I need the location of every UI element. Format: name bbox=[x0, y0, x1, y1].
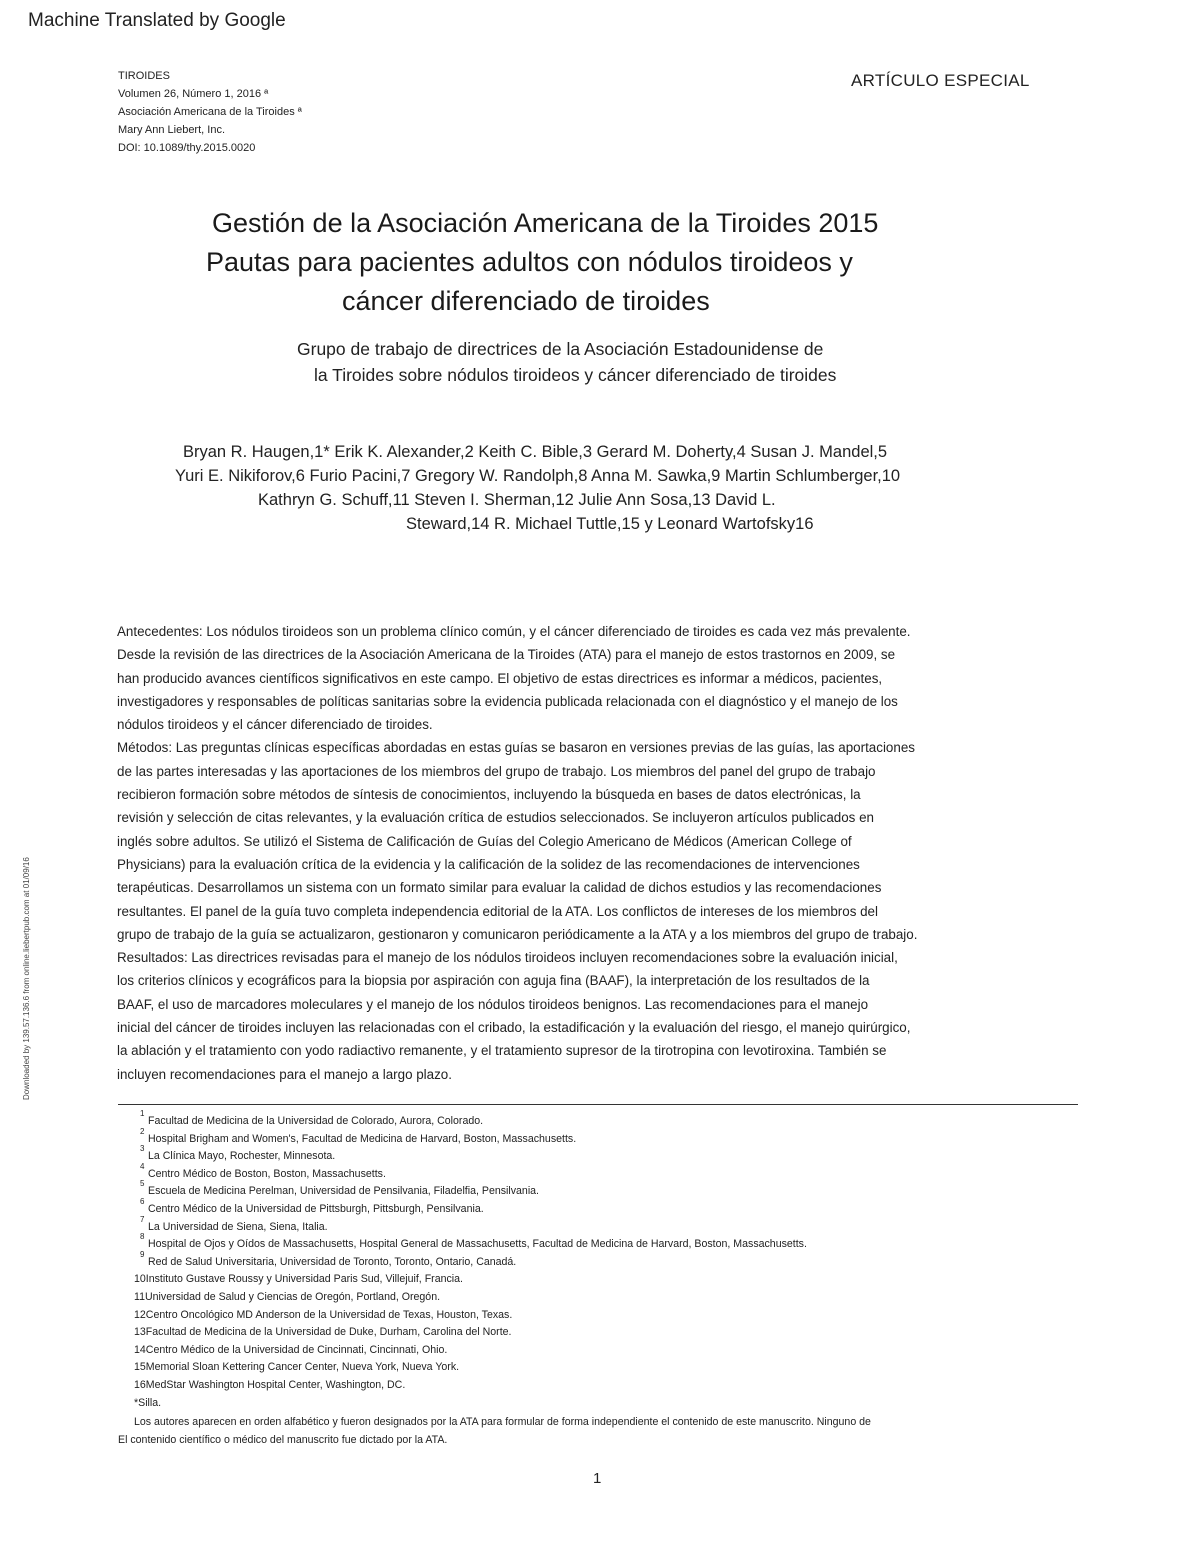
affiliation-text: La Clínica Mayo, Rochester, Minnesota. bbox=[148, 1150, 336, 1163]
translation-banner: Machine Translated by Google bbox=[28, 10, 286, 31]
journal-association: Asociación Americana de la Tiroides ª bbox=[118, 106, 302, 118]
affiliation-item bbox=[134, 1359, 1054, 1377]
journal-volume: Volumen 26, Número 1, 2016 ª bbox=[118, 88, 269, 100]
affiliation-item bbox=[134, 1196, 1054, 1219]
journal-info bbox=[118, 67, 302, 157]
journal-publisher: Mary Ann Liebert, Inc. bbox=[118, 124, 225, 136]
author-line: Kathryn G. Schuff,11 Steven I. Sherman,12 Julie Ann Sosa,13 David L. bbox=[258, 491, 776, 509]
abstract-line: nódulos tiroideos y el cáncer diferenciado de tiroides. bbox=[117, 717, 433, 733]
affiliation-item bbox=[134, 1179, 1054, 1201]
abstract-line: inicial del cáncer de tiroides incluyen las relacionadas con el cribado, la estadificación y la evaluación del riesgo, el manejo quirúrgico, bbox=[117, 1020, 911, 1036]
abstract-line: revisión y selección de citas relevantes, y la evaluación crítica de estudios seleccionados. Se incluyeron artículos publicados en bbox=[117, 810, 874, 826]
affiliation-text: Hospital de Ojos y Oídos de Massachusetts, Hospital General de Massachusetts, Facultad de Medicina de Harvard, Boston, Massachusetts. bbox=[148, 1238, 807, 1251]
affiliation-text: Facultad de Medicina de la Universidad de Duke, Durham, Carolina del Norte. bbox=[145, 1326, 512, 1339]
title-line: Pautas para pacientes adultos con nódulos tiroideos y bbox=[206, 247, 853, 277]
affiliation-number: 12 bbox=[134, 1308, 146, 1321]
affiliation-text: Escuela de Medicina Perelman, Universidad de Pensilvania, Filadelfia, Pensilvania. bbox=[148, 1185, 540, 1198]
affiliation-text: Centro Médico de la Universidad de Cincinnati, Cincinnati, Ohio. bbox=[145, 1343, 448, 1356]
affiliation-number: 3 bbox=[140, 1144, 145, 1154]
affiliation-text: Centro Médico de Boston, Boston, Massachusetts. bbox=[148, 1167, 386, 1180]
abstract-line: terapéuticas. Desarrollamos un sistema con un formato similar para evaluar la calidad de dichos estudios y las recomendaciones bbox=[117, 880, 882, 896]
author-note-line: El contenido científico o médico del manuscrito fue dictado por la ATA. bbox=[118, 1434, 448, 1446]
affiliation-item bbox=[134, 1307, 1054, 1325]
subtitle-line: Grupo de trabajo de directrices de la Asociación Estadounidense de bbox=[297, 339, 824, 359]
affiliation-text: La Universidad de Siena, Siena, Italia. bbox=[148, 1220, 328, 1233]
abstract-line: la ablación y el tratamiento con yodo radiactivo remanente, y el tratamiento supresor de la tirotropina con levotiroxina. También se bbox=[117, 1043, 887, 1059]
affiliation-number: 15 bbox=[134, 1361, 146, 1374]
affiliation-number: 1 bbox=[140, 1109, 145, 1118]
page-number: 1 bbox=[593, 1470, 602, 1487]
abstract-line: Métodos: Las preguntas clínicas específicas abordadas en estas guías se basaron en versiones previas de las guías, las aportaciones bbox=[117, 740, 915, 756]
affiliation-number: 13 bbox=[134, 1326, 146, 1339]
footnote-divider bbox=[118, 1104, 1078, 1105]
subtitle-line: la Tiroides sobre nódulos tiroideos y cáncer diferenciado de tiroides bbox=[314, 365, 837, 385]
affiliation-item bbox=[134, 1109, 1054, 1131]
abstract-line: de las partes interesadas y las aportaciones de los miembros del grupo de trabajo. Los miembros del panel del grupo de trabajo bbox=[117, 763, 876, 779]
affiliation-text: Red de Salud Universitaria, Universidad de Toronto, Toronto, Ontario, Canadá. bbox=[148, 1255, 517, 1268]
abstract-line: investigadores y responsables de políticas sanitarias sobre la evidencia publicada relacionada con el diagnóstico y el manejo de los bbox=[117, 693, 898, 709]
affiliation-number: 2 bbox=[140, 1126, 145, 1136]
side-download-text: Downloaded by 139.57.136.6 from online.liebertpub.com at 01/09/16 bbox=[22, 857, 31, 1100]
affiliation-item bbox=[134, 1126, 1054, 1149]
affiliation-item bbox=[134, 1377, 1054, 1395]
article-type: ARTÍCULO ESPECIAL bbox=[851, 71, 1030, 90]
abstract-line: BAAF, el uso de marcadores moleculares y el manejo de los nódulos tiroideos benignos. Las recomendaciones para el manejo bbox=[117, 996, 869, 1012]
abstract-line: incluyen recomendaciones para el manejo a largo plazo. bbox=[117, 1066, 452, 1082]
affiliation-number: 14 bbox=[134, 1343, 146, 1356]
affiliation-number: 16 bbox=[134, 1378, 146, 1391]
author-line: Bryan R. Haugen,1* Erik K. Alexander,2 Keith C. Bible,3 Gerard M. Doherty,4 Susan J. Mandel,5 bbox=[183, 443, 888, 461]
author-line: Yuri E. Nikiforov,6 Furio Pacini,7 Gregory W. Randolph,8 Anna M. Sawka,9 Martin Schlumberger,10 bbox=[175, 467, 901, 485]
affiliation-item bbox=[134, 1324, 1054, 1342]
abstract bbox=[117, 620, 1107, 1086]
abstract-line: Antecedentes: Los nódulos tiroideos son un problema clínico común, y el cáncer diferenciado de tiroides es cada vez más prevalente. bbox=[117, 624, 911, 639]
affiliation-item bbox=[134, 1232, 1054, 1254]
affiliation-text: Instituto Gustave Roussy y Universidad Paris Sud, Villejuif, Francia. bbox=[145, 1273, 463, 1286]
abstract-line: Resultados: Las directrices revisadas para el manejo de los nódulos tiroideos incluyen recomendaciones sobre la evaluación inicial, bbox=[117, 950, 898, 966]
affiliation-number: 11 bbox=[134, 1290, 145, 1303]
affiliation-number: 8 bbox=[140, 1232, 145, 1242]
journal-doi: DOI: 10.1089/thy.2015.0020 bbox=[118, 142, 256, 154]
title-line: Gestión de la Asociación Americana de la Tiroides 2015 bbox=[212, 208, 879, 238]
affiliation-number: 4 bbox=[140, 1161, 145, 1171]
affiliations bbox=[134, 1109, 1054, 1412]
affiliation-number: 6 bbox=[140, 1196, 145, 1206]
affiliation-text: MedStar Washington Hospital Center, Washington, DC. bbox=[145, 1378, 406, 1391]
affiliation-text: Hospital Brigham and Women's, Facultad de Medicina de Harvard, Boston, Massachusetts. bbox=[148, 1132, 577, 1145]
abstract-line: Desde la revisión de las directrices de la Asociación Americana de la Tiroides (ATA) para el manejo de estos trastornos en 2009, se bbox=[117, 647, 896, 663]
affiliation-text: Universidad de Salud y Ciencias de Oregón, Portland, Oregón. bbox=[145, 1290, 441, 1303]
article-subtitle bbox=[120, 336, 1080, 388]
affiliation-text: Facultad de Medicina de la Universidad de Colorado, Aurora, Colorado. bbox=[148, 1115, 484, 1127]
side-download-stamp bbox=[22, 857, 48, 1110]
author-note bbox=[118, 1413, 1068, 1449]
abstract-line: inglés sobre adultos. Se utilizó el Sistema de Calificación de Guías del Colegio Americano de Médicos (American College of bbox=[117, 833, 852, 849]
author-line: Steward,14 R. Michael Tuttle,15 y Leonard Wartofsky16 bbox=[406, 515, 814, 533]
affiliation-number: 7 bbox=[140, 1214, 145, 1224]
abstract-line: recibieron formación sobre métodos de síntesis de conocimientos, incluyendo la búsqueda en bases de datos electrónicas, la bbox=[117, 787, 861, 803]
article-title bbox=[120, 204, 1080, 321]
affiliation-text: Centro Médico de la Universidad de Pittsburgh, Pittsburgh, Pensilvania. bbox=[148, 1202, 484, 1215]
affiliation-item bbox=[134, 1161, 1054, 1184]
affiliation-item bbox=[134, 1144, 1054, 1166]
affiliation-item bbox=[134, 1271, 1054, 1289]
author-list bbox=[120, 440, 1080, 536]
journal-name: TIROIDES bbox=[118, 70, 170, 82]
affiliation-text: Centro Oncológico MD Anderson de la Universidad de Texas, Houston, Texas. bbox=[145, 1308, 513, 1321]
title-line: cáncer diferenciado de tiroides bbox=[342, 286, 710, 316]
affiliation-number: 5 bbox=[140, 1179, 145, 1189]
author-note-line: Los autores aparecen en orden alfabético y fueron designados por la ATA para formular de forma independiente el contenido de este manuscrito. Ninguno de bbox=[134, 1416, 871, 1428]
affiliation-number: 9 bbox=[140, 1249, 145, 1259]
affiliation-item bbox=[134, 1249, 1054, 1272]
abstract-line: Physicians) para la evaluación crítica de la evidencia y la calificación de la solidez de las recomendaciones de intervenciones bbox=[117, 856, 860, 872]
abstract-line: grupo de trabajo de la guía se actualizaron, gestionaron y comunicaron periódicamente a la ATA y a los miembros del grupo de trabajo. bbox=[117, 926, 918, 942]
affiliation-item bbox=[134, 1342, 1054, 1360]
abstract-line: los criterios clínicos y ecográficos para la biopsia por aspiración con aguja fina (BAAF), la interpretación de los resultados de la bbox=[117, 973, 870, 989]
affiliation-number: 10 bbox=[134, 1273, 146, 1286]
affiliation-text: Memorial Sloan Kettering Cancer Center, Nueva York, Nueva York. bbox=[145, 1361, 460, 1374]
abstract-line: resultantes. El panel de la guía tuvo completa independencia editorial de la ATA. Los conflictos de intereses de los miembros del bbox=[117, 903, 878, 919]
abstract-line: han producido avances científicos significativos en este campo. El objetivo de estas directrices es informar a médicos, pacientes, bbox=[117, 670, 883, 686]
affiliation-item bbox=[134, 1289, 1054, 1307]
affiliation-item bbox=[134, 1214, 1054, 1237]
chair-note: *Silla. bbox=[134, 1396, 162, 1409]
